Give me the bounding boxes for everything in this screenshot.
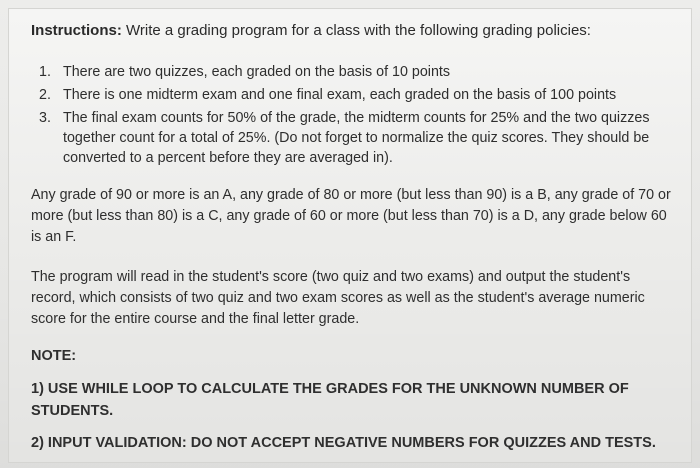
instructions-text: Write a grading program for a class with the following grading policies: <box>121 22 591 39</box>
policy-item <box>39 85 675 105</box>
policy-text: There are two quizzes, each graded on the basis of 10 points <box>63 64 451 80</box>
policy-number: 2. <box>39 87 51 103</box>
grading-policies-list <box>39 62 675 171</box>
rule-input-validation: 2) INPUT VALIDATION: DO NOT ACCEPT NEGATIVE NUMBERS FOR QUIZZES AND TESTS. <box>31 435 656 451</box>
note-label: NOTE: <box>31 348 77 364</box>
policy-number: 3. <box>39 110 51 126</box>
policy-item <box>39 62 675 82</box>
rule-while-loop: 1) USE WHILE LOOP TO CALCULATE THE GRADES FOR THE UNKNOWN NUMBER OF STUDENTS. <box>31 381 629 419</box>
policy-number: 1. <box>39 64 51 80</box>
instructions-heading <box>31 21 671 41</box>
policy-text: The final exam counts for 50% of the grade, the midterm counts for 25% and the two quizzes together count for a total of 25%. (Do not forget to normalize the quiz scores. They should be converted to a percent before they are averaged in). <box>63 110 650 166</box>
policy-text: There is one midterm exam and one final exam, each graded on the basis of 100 points <box>63 87 617 103</box>
grade-scale-paragraph: Any grade of 90 or more is an A, any grade of 80 or more (but less than 90) is a B, any grade of 70 or more (but less than 80) is a C, any grade of 60 or more (but less than 70) is a D, any grade below 60 is an F. <box>31 187 671 245</box>
instructions-label: Instructions: <box>31 22 122 39</box>
assignment-sheet <box>8 8 692 463</box>
program-description-paragraph: The program will read in the student's score (two quiz and two exams) and output the student's record, which consists of two quiz and two exam scores as well as the student's average numeric score for the entire course and the final letter grade. <box>31 269 645 327</box>
policy-item <box>39 108 675 168</box>
